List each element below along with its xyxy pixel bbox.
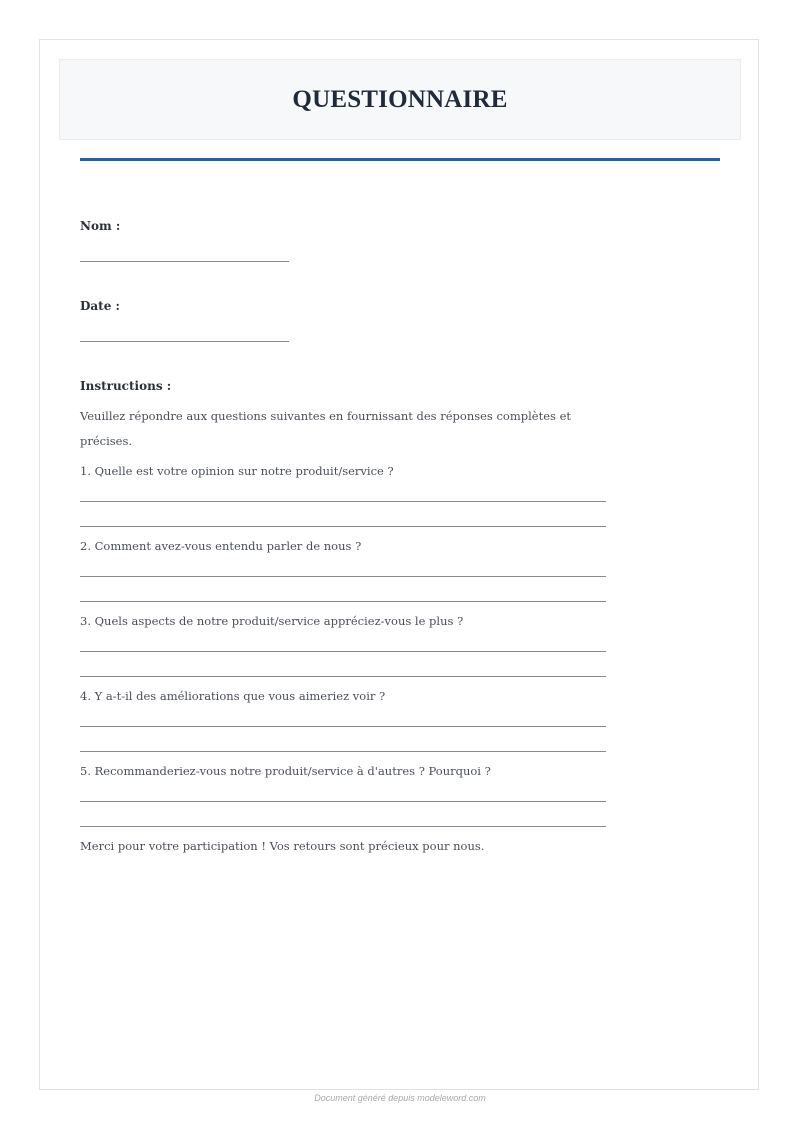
answer-line-2b[interactable]	[80, 601, 606, 602]
answer-line-4b[interactable]	[80, 751, 606, 752]
answer-line-5a[interactable]	[80, 801, 606, 802]
instructions-text-line1: Veuillez répondre aux questions suivantes en fournissant des réponses complètes et	[80, 409, 572, 423]
question-4: 4. Y a-t-il des améliorations que vous aimeriez voir ?	[80, 689, 386, 703]
answer-line-1b[interactable]	[80, 526, 606, 527]
date-label: Date :	[80, 299, 120, 313]
name-field-line[interactable]	[80, 261, 289, 262]
name-label: Nom :	[80, 219, 121, 233]
question-1: 1. Quelle est votre opinion sur notre produit/service ?	[80, 464, 394, 478]
answer-line-5b[interactable]	[80, 826, 606, 827]
page-title: QUESTIONNAIRE	[292, 85, 508, 113]
answer-line-1a[interactable]	[80, 501, 606, 502]
answer-line-2a[interactable]	[80, 576, 606, 577]
divider-shadow	[80, 148, 720, 174]
question-5: 5. Recommanderiez-vous notre produit/service à d'autres ? Pourquoi ?	[80, 764, 491, 778]
title-banner	[59, 59, 741, 140]
instructions-label: Instructions :	[80, 379, 172, 393]
accent-divider	[80, 158, 720, 161]
answer-line-4a[interactable]	[80, 726, 606, 727]
instructions-text-line2: précises.	[80, 434, 133, 448]
question-2: 2. Comment avez-vous entendu parler de nous ?	[80, 539, 362, 553]
document-page	[39, 39, 759, 1090]
answer-line-3a[interactable]	[80, 651, 606, 652]
question-3: 3. Quels aspects de notre produit/service appréciez-vous le plus ?	[80, 614, 464, 628]
answer-line-3b[interactable]	[80, 676, 606, 677]
footer-note: Document généré depuis modeleword.com	[314, 1093, 486, 1103]
date-field-line[interactable]	[80, 341, 289, 342]
closing-message: Merci pour votre participation ! Vos retours sont précieux pour nous.	[80, 839, 485, 853]
